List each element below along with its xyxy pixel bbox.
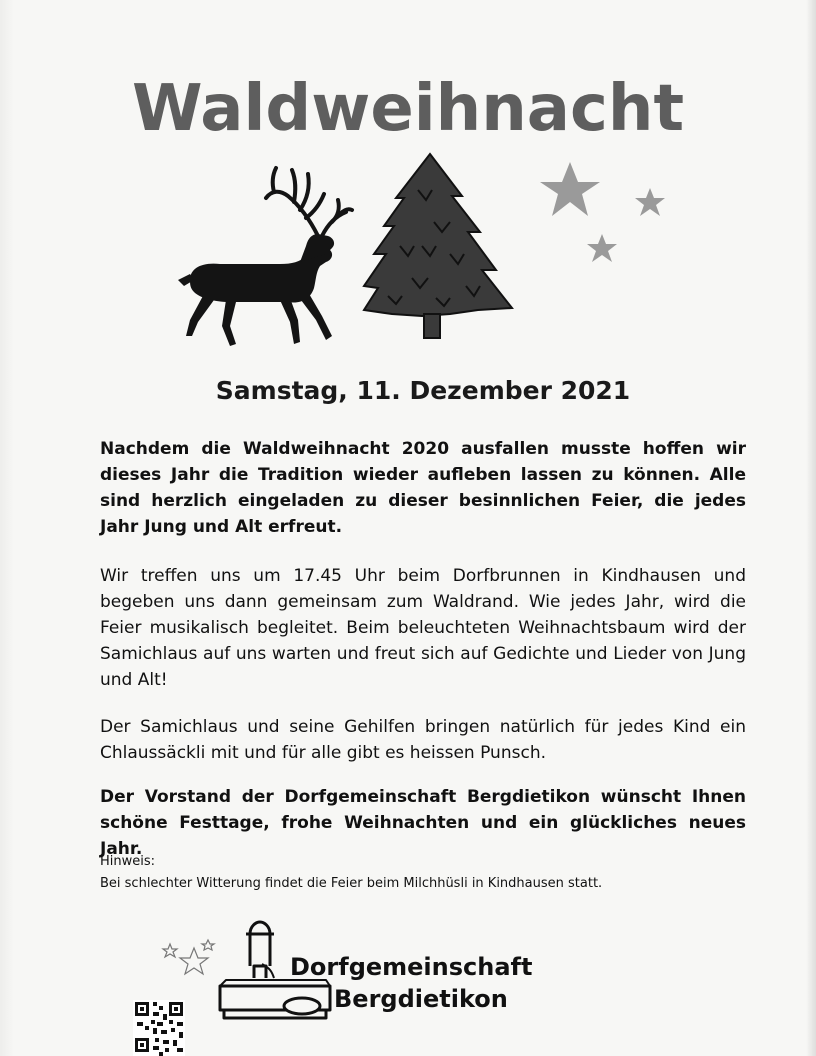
gifts-paragraph: Der Samichlaus und seine Gehilfen bringen natürlich für jedes Kind ein Chlaussäckli mit und für alle gibt es heissen Punsch. xyxy=(100,717,746,763)
reindeer-icon xyxy=(178,168,352,346)
star-icon xyxy=(540,162,665,262)
christmas-tree-icon xyxy=(364,154,512,338)
qr-code-icon[interactable] xyxy=(133,1000,185,1056)
logo-name-line2: Bergdietikon xyxy=(334,985,508,1013)
weather-note xyxy=(100,851,740,895)
note-text: Bei schlechter Witterung findet die Feier beim Milchhüsli in Kindhausen statt. xyxy=(100,876,603,891)
sparkle-icon xyxy=(163,940,214,974)
header-illustration xyxy=(160,150,680,350)
greeting-paragraph: Der Vorstand der Dorfgemeinschaft Bergdietikon wünscht Ihnen schöne Festtage, frohe Weihnachten und ein glückliches neues Jahr. xyxy=(100,787,746,859)
meeting-paragraph: Wir treffen uns um 17.45 Uhr beim Dorfbrunnen in Kindhausen und begeben uns dann gemeinsam zum Waldrand. Wie jedes Jahr, wird die Feier musikalisch begleitet. Beim beleuchteten Weihnachtsbaum wird der Samichlaus auf uns warten und freut sich auf Gedichte und Lieder von Jung und Alt! xyxy=(100,566,746,690)
logo-name-line1: Dorfgemeinschaft xyxy=(290,953,533,981)
intro-paragraph: Nachdem die Waldweihnacht 2020 ausfallen musste hoffen wir dieses Jahr die Tradition wieder aufleben lassen zu können. Alle sind herzlich eingeladen zu dieser besinnlichen Feier, die jedes Jahr Jung und Alt erfreut. xyxy=(100,439,746,537)
event-date: Samstag, 11. Dezember 2021 xyxy=(215,376,631,405)
note-label: Hinweis: xyxy=(100,854,156,869)
page-title: Waldweihnacht xyxy=(131,72,685,146)
